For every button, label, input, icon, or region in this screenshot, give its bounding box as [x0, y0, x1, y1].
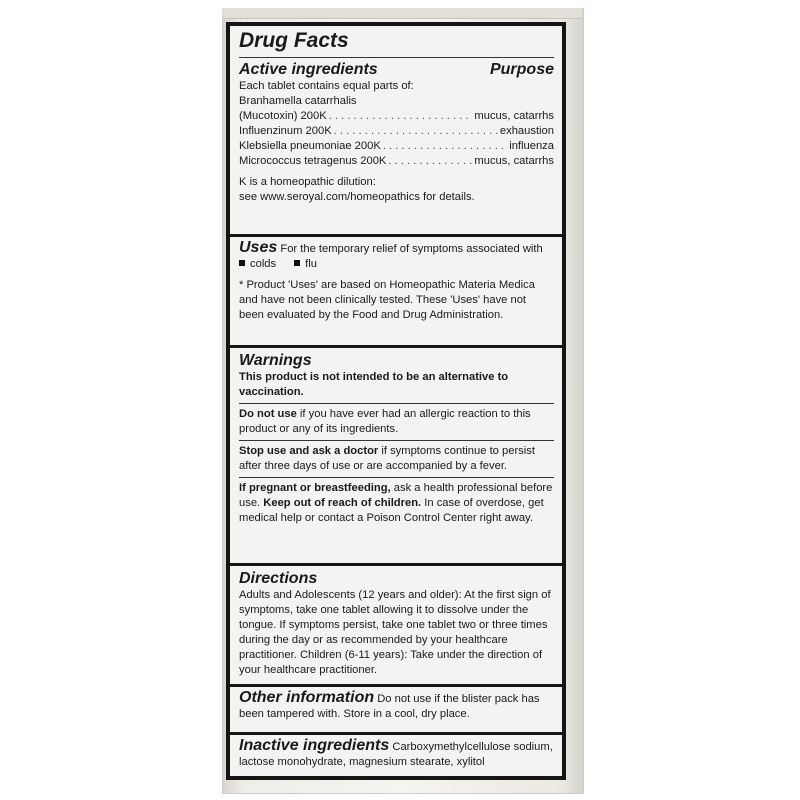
stop-use-label: Stop use and ask a doctor [239, 445, 379, 457]
directions-heading: Directions [239, 570, 318, 587]
ingredient-row [239, 124, 554, 139]
ingredient-row [239, 109, 554, 124]
ingredient-name: Klebsiella pneumoniae 200K [239, 140, 381, 152]
ingredient-row [239, 139, 554, 154]
ingredient-purpose: mucus, catarrhs [474, 155, 554, 167]
inactive-ingredients-section [230, 735, 562, 776]
active-ingredients-section [230, 26, 562, 234]
uses-section [230, 237, 562, 345]
purpose-heading: Purpose [489, 61, 554, 78]
leader-dots [334, 124, 498, 139]
pregnant-text: ask a health professional before use. [239, 482, 553, 509]
directions-text: Adults and Adolescents (12 years and older): At the first sign of symptoms, take one tablet allowing it to dissolve under the tongue. If symptoms persist, take one tablet two or three times during the day or as recommended by your healthcare practitioner. Children (6-11 years): Take under the direction of your healthcare practitioner. [239, 589, 551, 676]
dilution-note: K is a homeopathic dilution: [239, 176, 376, 188]
do-not-use-label: Do not use [239, 408, 297, 420]
use-bullet-colds: colds [239, 257, 276, 272]
ingredient-purpose: influenza [509, 140, 554, 152]
ingredient-name: Influenzinum 200K [239, 125, 332, 137]
vaccination-warning: This product is not intended to be an alternative to vaccination. [239, 371, 509, 398]
uses-heading: Uses [239, 239, 278, 256]
ingredient-purpose: exhaustion [499, 125, 554, 137]
stop-use-text: if symptoms continue to persist after three days of use or are accompanied by a fever. [239, 445, 535, 472]
uses-text: For the temporary relief of symptoms associated with [280, 243, 543, 255]
active-ingredients-heading: Active ingredients [239, 61, 378, 78]
warnings-heading: Warnings [239, 352, 312, 369]
ingredient-row [239, 154, 554, 169]
package-top-flap [222, 8, 582, 19]
ingredient-name: Micrococcus tetragenus 200K [239, 155, 387, 167]
other-information-heading: Other information [239, 689, 375, 706]
use-bullet-flu: flu [294, 257, 317, 272]
ingredient-name: (Mucotoxin) 200K [239, 110, 327, 122]
leader-dots [329, 109, 473, 124]
ingredient-first-line: Branhamella catarrhalis [239, 95, 357, 107]
active-intro: Each tablet contains equal parts of: [239, 80, 414, 92]
keep-out-text: In case of overdose, get medical help or contact a Poison Control Center right away. [239, 497, 544, 524]
pregnant-label: If pregnant or breastfeeding, [239, 482, 391, 494]
drug-facts-title: Drug Facts [239, 29, 554, 58]
leader-dots [388, 154, 472, 169]
ingredient-purpose: mucus, catarrhs [474, 110, 554, 122]
keep-out-label: Keep out of reach of children. [263, 497, 422, 509]
leader-dots [383, 139, 507, 154]
inactive-ingredients-text: Carboxymethylcellulose sodium, lactose monohydrate, magnesium stearate, xylitol [239, 741, 553, 768]
dilution-link-note: see www.seroyal.com/homeopathics for details. [239, 191, 475, 203]
other-information-text: Do not use if the blister pack has been tampered with. Store in a cool, dry place. [239, 693, 540, 720]
do-not-use-text: if you have ever had an allergic reaction to this product or any of its ingredients. [239, 408, 531, 435]
other-information-section [230, 687, 562, 732]
inactive-ingredients-heading: Inactive ingredients [239, 737, 390, 754]
directions-section [230, 566, 562, 684]
drug-facts-panel [226, 22, 566, 780]
uses-disclaimer: * Product 'Uses' are based on Homeopathic Materia Medica and have not been clinically tested. These 'Uses' have not been evaluated by the Food and Drug Administration. [239, 279, 535, 321]
warnings-section [230, 348, 562, 563]
